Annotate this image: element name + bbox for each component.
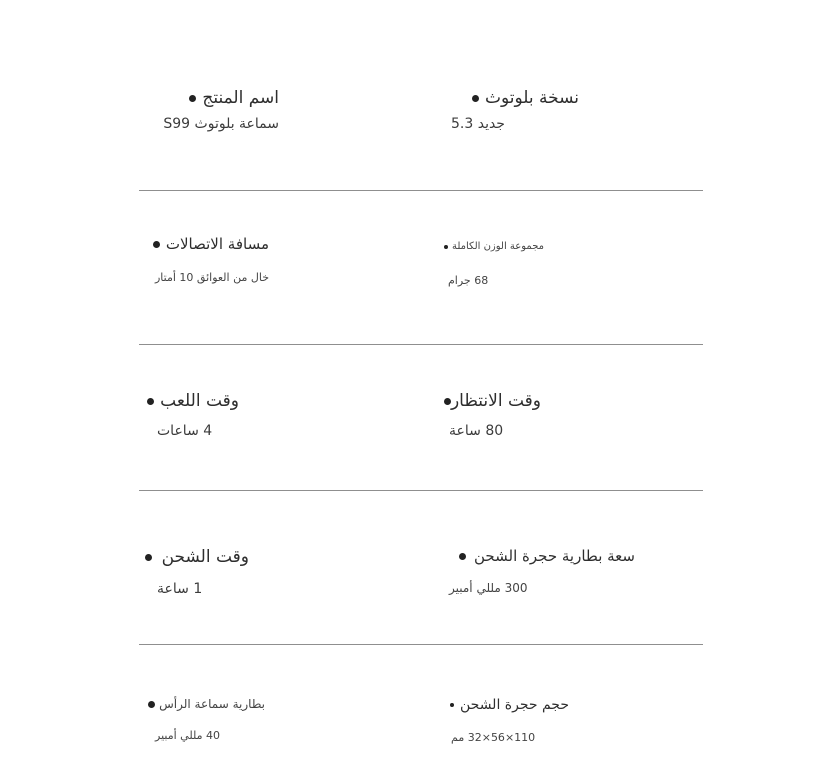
spec-label-row xyxy=(139,391,239,411)
spec-value: 80 ساعة xyxy=(449,423,504,439)
spec-row xyxy=(139,491,703,645)
spec-label-row xyxy=(139,547,249,567)
spec-value: 40 مللي أمبير xyxy=(155,729,220,742)
spec-cell xyxy=(437,697,569,744)
bullet-icon xyxy=(189,95,196,102)
spec-value: 300 مللي أمبير xyxy=(449,581,528,595)
spec-value: 110×56×32 مم xyxy=(451,731,536,744)
spec-cell xyxy=(437,547,635,595)
bullet-icon xyxy=(145,554,152,561)
spec-cell xyxy=(139,235,269,284)
spec-label: نسخة بلوتوث xyxy=(484,88,579,108)
spec-label-row xyxy=(139,88,279,108)
bullet-icon xyxy=(444,398,451,405)
spec-cell xyxy=(139,697,265,742)
bullet-icon xyxy=(472,95,479,102)
spec-label: وقت الانتظار xyxy=(450,391,541,411)
bullet-icon xyxy=(459,553,466,560)
spec-cell xyxy=(139,88,279,132)
spec-cell xyxy=(437,88,579,132)
spec-label-row xyxy=(437,391,541,411)
bullet-icon xyxy=(444,245,448,249)
spec-value: 68 جرام xyxy=(448,274,489,287)
spec-label: وقت الشحن xyxy=(161,547,249,567)
bullet-icon xyxy=(148,701,155,708)
spec-label-row xyxy=(139,697,265,711)
spec-row xyxy=(139,191,703,345)
spec-label: حجم حجرة الشحن xyxy=(460,697,569,713)
spec-value: 4 ساعات xyxy=(157,423,213,439)
spec-value: سماعة بلوتوث S99 xyxy=(163,116,279,132)
spec-label-row xyxy=(139,235,269,253)
spec-row xyxy=(139,36,703,191)
spec-value: 1 ساعة xyxy=(157,581,203,597)
spec-value: جديد 5.3 xyxy=(451,116,505,132)
spec-row xyxy=(139,645,703,775)
spec-cell xyxy=(139,547,249,597)
spec-label-row xyxy=(434,241,544,252)
spec-table xyxy=(139,36,703,775)
spec-label-row xyxy=(437,697,569,713)
spec-label-row xyxy=(437,88,579,108)
spec-label: مسافة الاتصالات xyxy=(165,235,269,253)
spec-cell xyxy=(437,391,541,439)
bullet-icon xyxy=(147,398,154,405)
spec-value: خال من العوائق 10 أمتار xyxy=(154,271,269,284)
spec-cell xyxy=(139,391,239,439)
spec-label: بطارية سماعة الرأس xyxy=(159,697,265,711)
spec-label: سعة بطارية حجرة الشحن xyxy=(474,547,635,565)
spec-row xyxy=(139,345,703,491)
bullet-icon xyxy=(153,241,160,248)
spec-cell xyxy=(434,241,544,287)
spec-label: اسم المنتج xyxy=(202,88,279,108)
spec-label: وقت اللعب xyxy=(160,391,239,411)
spec-label: مجموعة الوزن الكاملة xyxy=(451,241,544,252)
spec-label-row xyxy=(437,547,635,565)
bullet-icon xyxy=(450,703,454,707)
